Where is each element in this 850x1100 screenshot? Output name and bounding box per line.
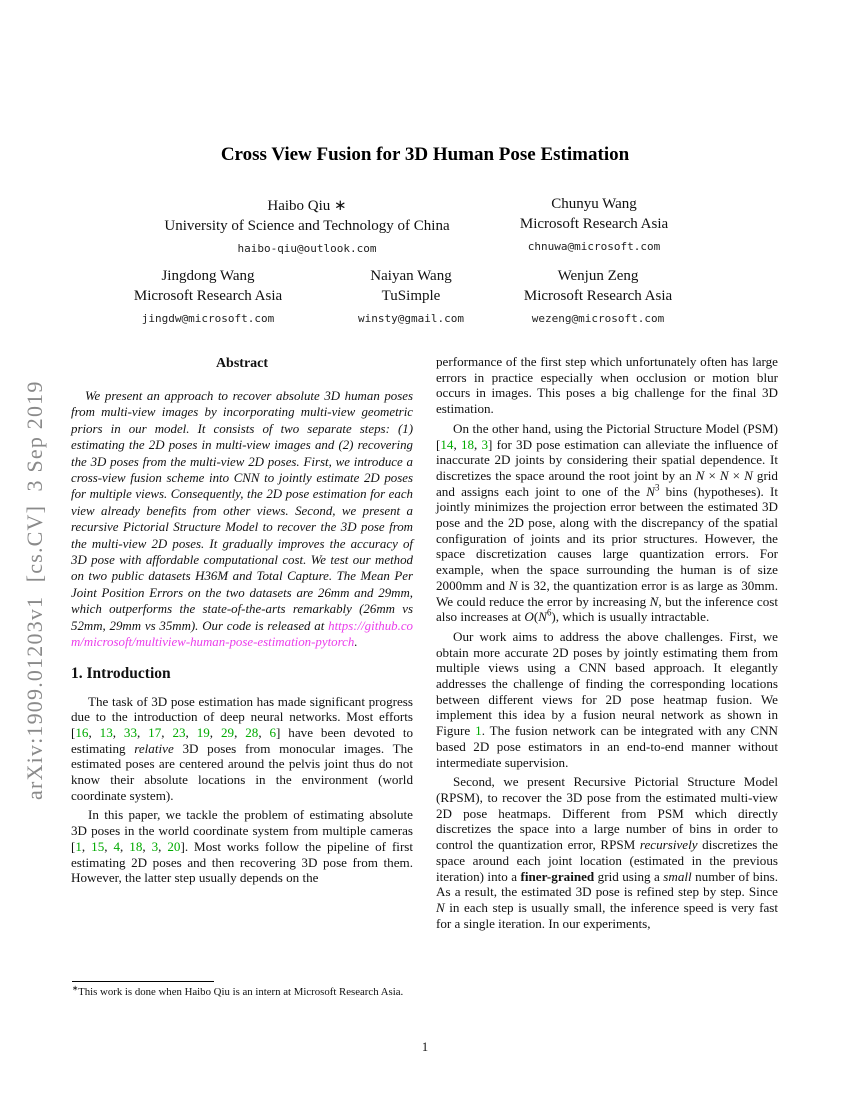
citation-link[interactable]: 28: [245, 724, 259, 740]
text-segment: ,: [112, 724, 124, 740]
author-block-jingdong-wang: [134, 268, 282, 325]
citation-link[interactable]: 33: [123, 724, 137, 740]
citation-link[interactable]: 4: [113, 838, 121, 854]
external-link[interactable]: https://github.com/microsoft/multiview-human-pose-estimation-pytorch: [71, 618, 413, 650]
text-segment: N: [649, 593, 659, 609]
left-column: [71, 356, 413, 890]
text-segment: 3: [654, 482, 660, 493]
citation-link[interactable]: 1: [475, 723, 482, 739]
author-block-wenjun-zeng: [524, 268, 672, 325]
citation-link[interactable]: 19: [196, 724, 210, 740]
text-segment: in each step is usually small, the inference speed is very fast for a single iteration. In our experiments,: [436, 899, 778, 931]
text-segment: ] have been devoted to estimating: [71, 724, 414, 756]
author-name: Haibo Qiu ∗: [267, 198, 347, 214]
text-segment: ,: [185, 724, 197, 740]
text-segment: ,: [474, 436, 482, 452]
body-paragraph: [436, 421, 778, 625]
text-segment: N: [646, 483, 655, 499]
footnote: [72, 981, 414, 999]
citation-link[interactable]: 1: [75, 838, 82, 854]
author-block-chunyu-wang: [520, 196, 668, 253]
text-segment: (: [533, 609, 539, 625]
text-segment: N: [538, 609, 547, 625]
author-affiliation: University of Science and Technology of China: [164, 218, 450, 234]
citation-link[interactable]: 18: [129, 838, 143, 854]
text-segment: The task of 3D pose estimation has made significant progress due to the introduction of deep neural networks. Most efforts [: [71, 693, 413, 740]
author-block-haibo-qiu: [164, 196, 449, 255]
citation-link[interactable]: 17: [148, 724, 162, 740]
citation-link[interactable]: 14: [440, 436, 454, 452]
citation-link[interactable]: 29: [220, 724, 235, 740]
text-segment: 3D poses from monocular images. The estimated poses are centered around the pelvis joint thus do not know their absolute locations in the environment (world coordinate system).: [71, 740, 413, 803]
author-name: Wenjun Zeng: [557, 268, 639, 284]
citation-link[interactable]: 20: [167, 838, 181, 854]
citation-link[interactable]: 18: [460, 436, 475, 452]
text-segment: number of bins. As a result, the estimated 3D pose is refined step by step. Since: [436, 868, 778, 900]
text-segment: ] for 3D pose estimation can alleviate the influence of inaccurate 2D joints by considering their spatial dependence. It discretizes the space around the root joint by an: [436, 436, 779, 483]
citation-link[interactable]: 16: [75, 724, 89, 740]
text-segment: ,: [104, 838, 114, 854]
text-segment: recursively: [639, 837, 698, 853]
footnote-text: [72, 983, 414, 999]
text-segment: small: [663, 868, 692, 884]
text-segment: Second, we present Recursive Pictorial Structure Model (RPSM), to recover the 3D pose from the estimated multi-view 2D pose heatmaps. Different from PSM which directly discretizes the space into a large number of bins in order to control the quantization error, RPSM: [436, 774, 778, 853]
paper-title: Cross View Fusion for 3D Human Pose Estimation: [220, 144, 630, 165]
text-segment: N: [744, 467, 753, 483]
page-number: 1: [421, 1040, 429, 1054]
text-segment: ×: [728, 467, 745, 483]
text-segment: We present an approach to recover absolute 3D human poses from multi-view images by incorporating multi-view geometric priors in our model. It consists of two separate steps: (1) estimating the 2D poses in multi-view images and (2) recovering the 3D poses from the multi-view 2D poses. First, we introduce a cross-view fusion scheme into CNN to jointly estimate 2D poses for multiple views. Consequently, the 2D pose estimation for each view already benefits from other views. Second, we present a recursive Pictorial Structure Model to recover the 3D pose from the multi-view 2D poses. It gradually improves the accuracy of 3D pose with affordable computational cost. We test our method on two public datasets H36M and Total Capture. The Mean Per Joint Position Errors on the two datasets are 26mm and 29mm, which outperforms the state-of-the-arts remarkably (26mm vs 52mm, 29mm vs 35mm). Our code is released at: [71, 389, 413, 633]
arxiv-watermark: arXiv:1909.01203v1 [cs.CV] 3 Sep 2019: [22, 380, 47, 800]
text-segment: . The fusion network can be integrated with any CNN based 2D pose estimators in an end-to-end manner without intermediate supervision.: [436, 723, 778, 770]
author-affiliation: TuSimple: [381, 288, 441, 304]
author-affiliation: Microsoft Research Asia: [523, 288, 673, 304]
text-segment: ∗: [72, 983, 79, 993]
text-segment: ,: [258, 724, 270, 740]
body-paragraph: [436, 354, 778, 417]
text-segment: ,: [142, 838, 152, 854]
author-email: winsty@gmail.com: [358, 312, 464, 325]
text-segment: N: [695, 467, 705, 483]
citation-link[interactable]: 3: [151, 838, 159, 854]
author-email: chnuwa@microsoft.com: [527, 240, 661, 253]
text-segment: ]. Most works follow the pipeline of first estimating 2D poses and then recovering 3D pose from them. However, the latter step usually depends on the: [71, 838, 414, 886]
text-segment: In this paper, we tackle the problem of estimating absolute 3D poses in the world coordinate system from multiple cameras [: [71, 807, 413, 854]
text-segment: 6: [546, 607, 552, 618]
text-segment: ,: [88, 724, 100, 740]
citation-link[interactable]: 23: [172, 724, 186, 740]
text-segment: ,: [209, 724, 221, 740]
abstract-text: [71, 388, 413, 651]
right-column: [436, 354, 778, 935]
text-segment: ,: [120, 838, 130, 854]
text-segment: finer-grained: [520, 868, 595, 884]
author-email: wezeng@microsoft.com: [531, 312, 665, 325]
text-segment: ,: [81, 838, 92, 854]
author-affiliation: Microsoft Research Asia: [133, 288, 283, 304]
text-segment: ,: [161, 724, 173, 740]
text-segment: ×: [704, 467, 720, 483]
text-segment: performance of the first step which unfortunately often has large errors in practice especially when occlusion or motion blur occurs in images. This poses a big challenge for the final 3D estimation.: [436, 354, 778, 417]
text-segment: ): [551, 609, 556, 625]
text-segment: ,: [137, 724, 149, 740]
text-segment: grid and assigns each joint to one of the: [436, 467, 778, 499]
citation-link[interactable]: 3: [481, 436, 489, 452]
text-segment: grid using a: [594, 868, 664, 884]
author-name: Chunyu Wang: [551, 196, 637, 212]
text-segment: , but the inference cost also increases at: [436, 593, 778, 625]
text-segment: discretizes the space around each joint location (estimated in the previous iteration) into a: [436, 837, 778, 884]
intro-paragraph: [71, 694, 413, 804]
text-segment: O: [524, 609, 534, 625]
section-heading-introduction: 1. Introduction: [71, 664, 171, 682]
abstract-heading: Abstract: [215, 356, 269, 371]
author-email: jingdw@microsoft.com: [141, 312, 275, 325]
author-affiliation: Microsoft Research Asia: [519, 216, 669, 232]
text-segment: This work is done when Haibo Qiu is an intern at Microsoft Research Asia.: [78, 986, 404, 998]
text-segment: N: [719, 467, 729, 483]
text-segment: N: [436, 899, 445, 915]
author-name: Jingdong Wang: [161, 268, 255, 284]
text-segment: is 32, the quantization error is as large as 30mm. We could reduce the error by increasing: [436, 577, 778, 609]
body-paragraph: [436, 629, 778, 770]
citation-link[interactable]: 6: [269, 724, 277, 740]
intro-paragraph: [71, 807, 413, 886]
text-segment: ,: [234, 724, 246, 740]
text-segment: bins (hypotheses). It jointly minimizes the projection error between the estimated 3D pose and the 2D pose, along with the discrepancy of the spatial configuration of joints and its prior structures. However, the space discretization causes large quantization errors. For example, when the space surrounding the human is of size 2000mm and: [436, 483, 779, 593]
text-segment: .: [354, 635, 358, 650]
citation-link[interactable]: 13: [99, 724, 113, 740]
text-segment: relative: [134, 740, 174, 756]
text-segment: ,: [158, 838, 168, 854]
author-block-naiyan-wang: [358, 268, 464, 325]
author-name: Naiyan Wang: [370, 268, 452, 284]
text-segment: , which is usually intractable.: [555, 609, 710, 625]
footnote-rule: [72, 981, 214, 982]
text-segment: ,: [453, 436, 461, 452]
text-segment: Our work aims to address the above challenges. First, we obtain more accurate 2D poses by jointly estimating them from multiple views using a CNN based approach. It elegantly addresses the challenge of finding the corresponding locations between different views for 2D pose heatmap fusion. We implement this idea by a fusion neural network as shown in Figure: [436, 628, 778, 739]
body-paragraph: [436, 774, 778, 931]
citation-link[interactable]: 15: [91, 838, 105, 854]
text-segment: On the other hand, using the Pictorial Structure Model (PSM) [: [436, 420, 778, 452]
author-email: haibo-qiu@outlook.com: [237, 242, 377, 255]
text-segment: N: [508, 577, 518, 593]
